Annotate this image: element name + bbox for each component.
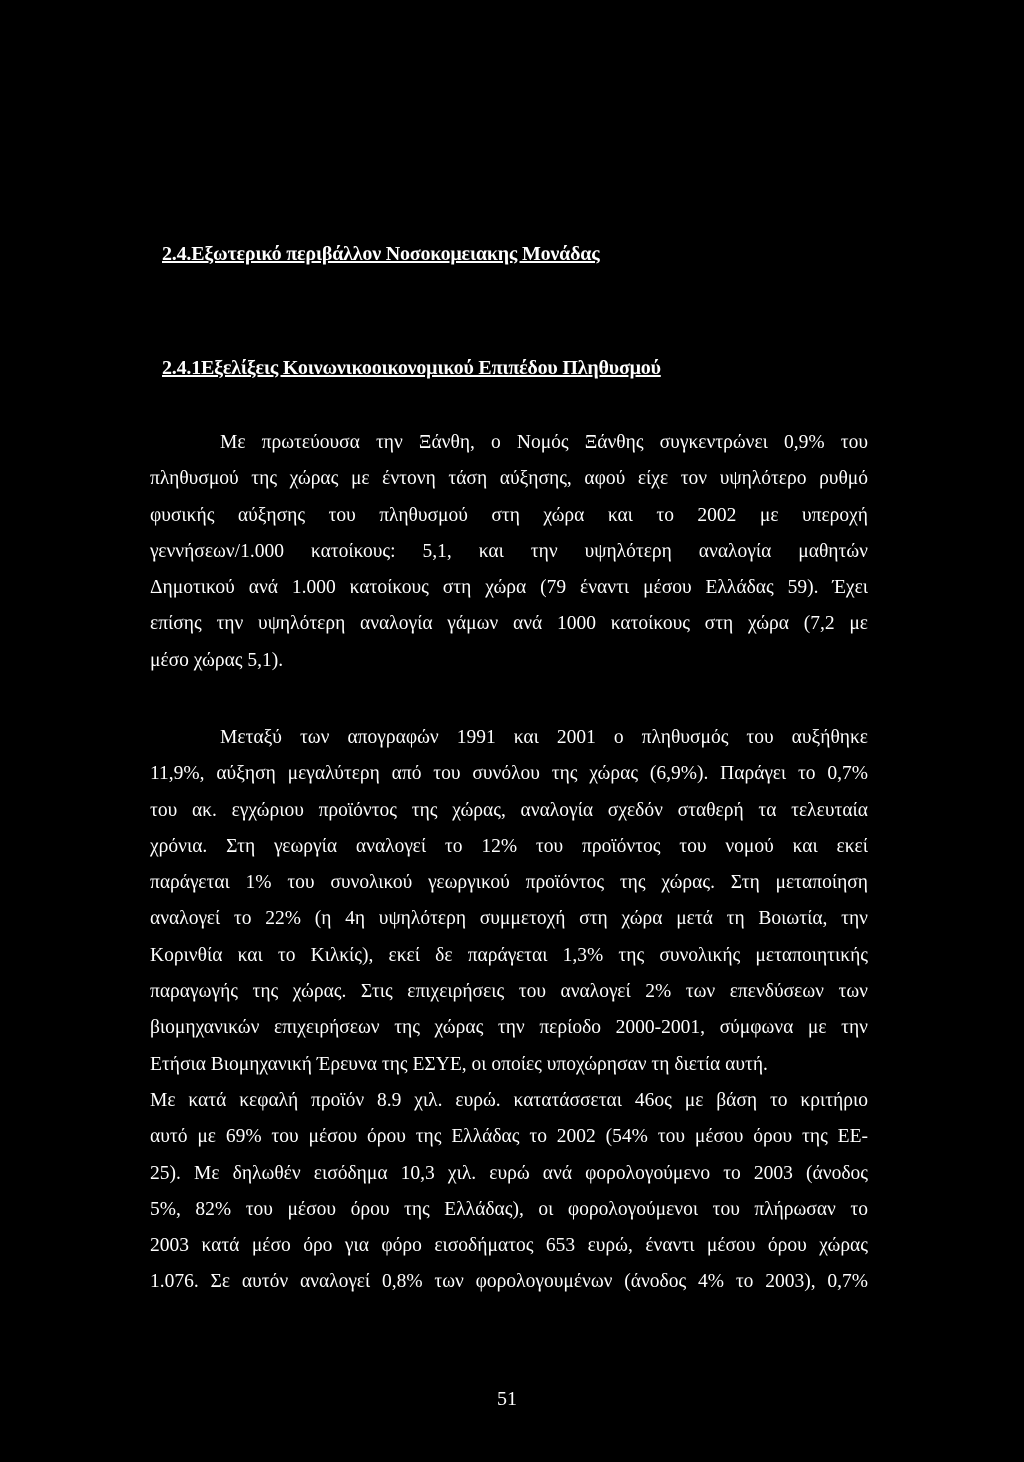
text-line: Ετήσια Βιομηχανική Έρευνα της ΕΣΥΕ, οι οποίες υποχώρησαν τη διετία αυτή. [150, 1053, 768, 1075]
text-line: φυσικής αύξησης του πληθυσμού στη χώρα και το 2002 με υπεροχή [150, 504, 868, 526]
text-line: Κορινθία και το Κιλκίς), εκεί δε παράγεται 1,3% της συνολικής μεταποιητικής [150, 944, 868, 966]
text-line: 25). Με δηλωθέν εισόδημα 10,3 χιλ. ευρώ ανά φορολογούμενο το 2003 (άνοδος [150, 1162, 868, 1184]
page-number [0, 1388, 1024, 1411]
text-line: 1.076. Σε αυτόν αναλογεί 0,8% των φορολογουμένων (άνοδος 4% το 2003), 0,7% [150, 1271, 868, 1293]
text-line: Μεταξύ των απογραφών 1991 και 2001 ο πληθυσμός του αυξήθηκε [220, 727, 868, 748]
text-line: γεννήσεων/1.000 κατοίκους: 5,1, και την υψηλότερη αναλογία μαθητών [150, 540, 868, 562]
text-line: παράγεται 1% του συνολικού γεωργικού προϊόντος της χώρας. Στη μεταποίηση [150, 872, 868, 894]
text-line: Με πρωτεύουσα την Ξάνθη, ο Νομός Ξάνθης συγκεντρώνει 0,9% του [220, 432, 868, 453]
paragraph-economy [150, 720, 868, 1301]
text-line: αυτό με 69% του μέσου όρου της Ελλάδας το 2002 (54% του μέσου όρου της ΕΕ- [150, 1126, 868, 1148]
paragraph-population [150, 425, 868, 679]
text-line: χρόνια. Στη γεωργία αναλογεί το 12% του προϊόντος του νομού και εκεί [150, 835, 868, 857]
text-line: πληθυσμού της χώρας με έντονη τάση αύξησης, αφού είχε τον υψηλότερο ρυθμό [150, 468, 868, 490]
text-line: αναλογεί το 22% (η 4η υψηλότερη συμμετοχή στη χώρα μετά τη Βοιωτία, την [150, 908, 868, 930]
text-line: παραγωγής της χώρας. Στις επιχειρήσεις του αναλογεί 2% των επενδύσεων των [150, 981, 868, 1003]
text-line: Δημοτικού ανά 1.000 κατοίκους στη χώρα (79 έναντι μέσου Ελλάδας 59). Έχει [150, 577, 868, 599]
page-number-text: 51 [497, 1388, 517, 1410]
text-line: 5%, 82% του μέσου όρου της Ελλάδας), οι φορολογούμενοι του πλήρωσαν το [150, 1198, 868, 1220]
text-line: του ακ. εγχώριου προϊόντος της χώρας, αναλογία σχεδόν σταθερή τα τελευταία [150, 799, 868, 821]
text-line: μέσο χώρας 5,1). [150, 649, 284, 671]
text-line: επίσης την υψηλότερη αναλογία γάμων ανά 1000 κατοίκους στη χώρα (7,2 με [150, 613, 868, 635]
text-line: 11,9%, αύξηση μεγαλύτερη από του συνόλου της χώρας (6,9%). Παράγει το 0,7% [150, 763, 868, 785]
section-heading: 2.4.Εξωτερικό περιβάλλον Νοσοκομειακης Μονάδας [162, 243, 600, 265]
text-line: 2003 κατά μέσο όρο για φόρο εισοδήματος 653 ευρώ, έναντι μέσου όρου χώρας [150, 1235, 868, 1257]
subsection-heading: 2.4.1Εξελίξεις Κοινωνικοοικονομικού Επιπέδου Πληθυσμού [162, 357, 661, 379]
text-line: Με κατά κεφαλή προϊόν 8.9 χιλ. ευρώ. κατατάσσεται 46ος με βάση το κριτήριο [150, 1089, 868, 1111]
text-line: βιομηχανικών επιχειρήσεων της χώρας την περίοδο 2000-2001, σύμφωνα με την [150, 1017, 868, 1039]
